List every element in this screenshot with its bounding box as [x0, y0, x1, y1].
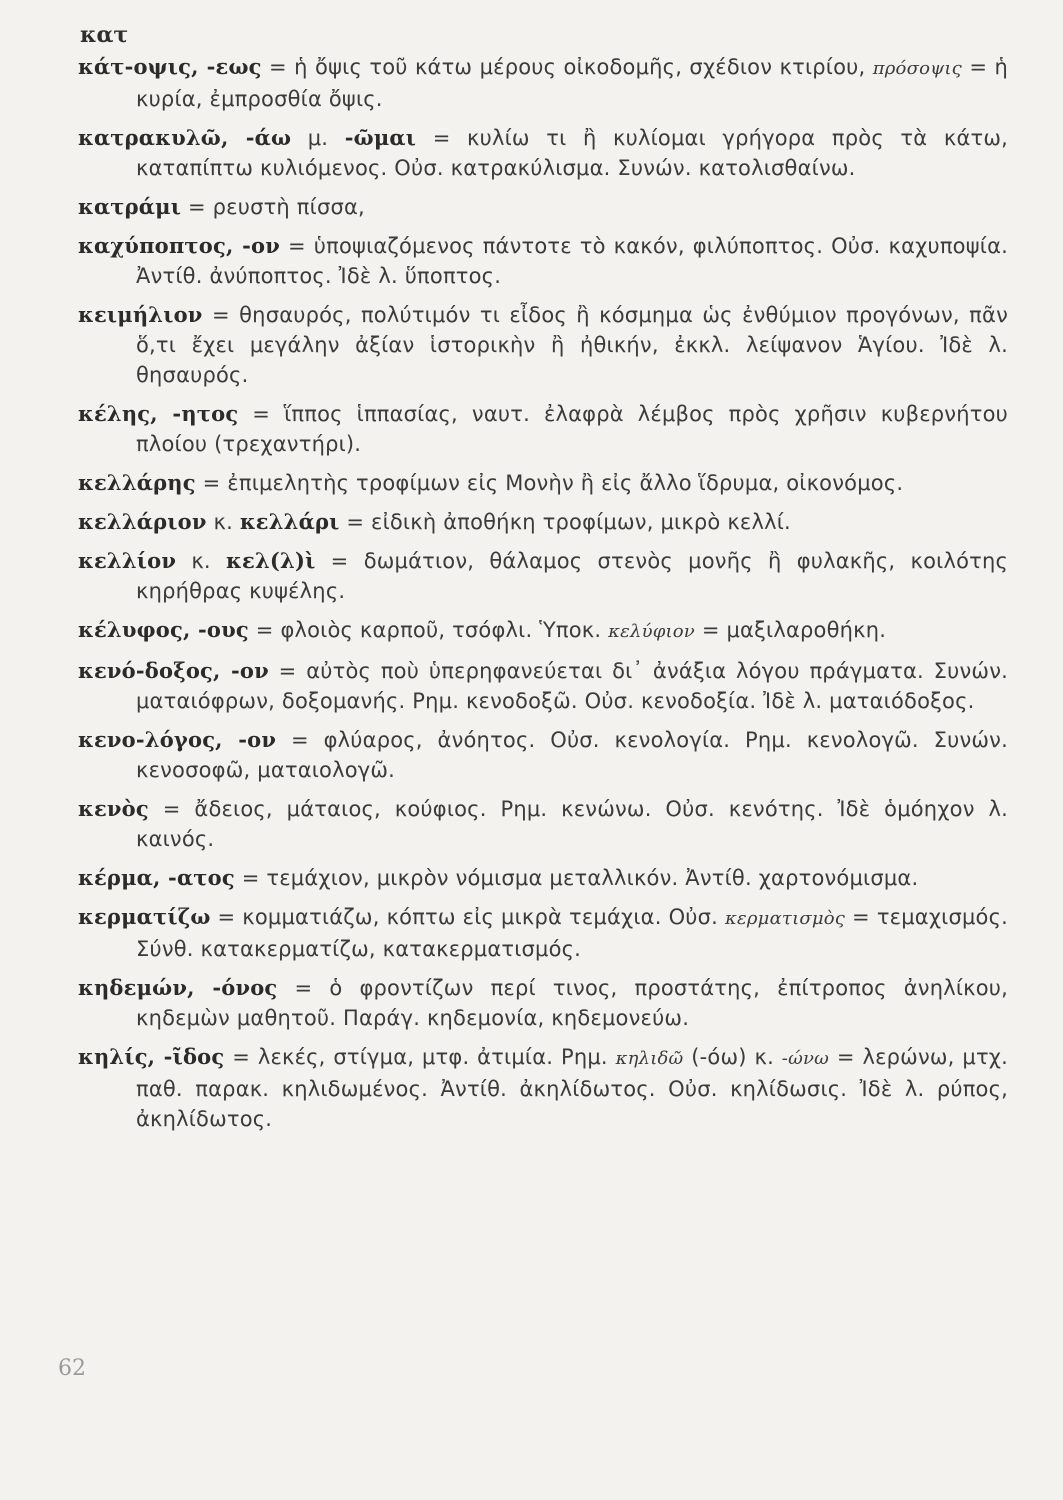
headword: κάτ-οψις, -εως — [78, 54, 262, 79]
definition: = φλύαρος, ἀνόητος. Οὐσ. κενολογία. Ρημ. κενολογῶ. Συνών. κενοσοφῶ, ματαιολογῶ. — [136, 728, 1008, 782]
definition: = λερώνω, μτχ. παθ. παρακ. κηλιδωμένος. Ἀντίθ. ἀκηλίδωτος. Οὐσ. κηλίδωσις. Ἰδὲ λ. ρύπος, ἀκηλίδωτος. — [136, 1045, 1008, 1131]
headword-variant: κελλάρι — [239, 509, 340, 534]
definition: μ. — [291, 126, 345, 150]
definition: = θησαυρός, πολύτιμόν τι εἶδος ἢ κόσμημα ὡς ἐνθύμιον προγόνων, πᾶν ὅ,τι ἔχει μεγάλην ἀξίαν ἱστορικὴν ἢ ἠθικήν, ἐκκλ. λείψανον Ἁγίου. Ἰδὲ λ. θησαυρός. — [136, 303, 1008, 387]
headword-variant: -ῶμαι — [344, 125, 417, 150]
dictionary-entry — [78, 52, 1008, 114]
dictionary-entry — [78, 794, 1008, 854]
headword: κέλυφος, -ους — [78, 617, 249, 642]
definition: = ἵππος ἱππασίας, ναυτ. ἐλαφρὰ λέμβος πρὸς χρῆσιν κυβερνήτου πλοίου (τρεχαντήρι). — [136, 402, 1008, 456]
headword: κερματίζω — [78, 904, 211, 929]
italic-term: -ώνω — [781, 1048, 829, 1069]
definition: = κομματιάζω, κόπτω εἰς μικρὰ τεμάχια. Οὐσ. — [210, 905, 726, 929]
headword: καχύποπτος, -ον — [78, 233, 280, 258]
definition: = αὐτὸς ποὺ ὑπερηφανεύεται δι᾽ ἀνάξια λόγου πράγματα. Συνών. ματαιόφρων, δοξομανής. Ρημ. κενοδοξῶ. Οὐσ. κενοδοξία. Ἰδὲ λ. ματαιόδοξος. — [136, 659, 1008, 713]
headword: κελλάρης — [78, 470, 196, 495]
definition: = ἡ ὄψις τοῦ κάτω μέρους οἰκοδομῆς, σχέδιον κτιρίου, — [261, 55, 873, 79]
dictionary-entry — [78, 656, 1008, 716]
definition: = τεμαχισμός. Σύνθ. κατακερματίζω, κατακερματισμός. — [136, 905, 1008, 961]
definition: = ἄδειος, μάταιος, κούφιος. Ρημ. κενώνω. Οὐσ. κενότης. Ἰδὲ ὁμόηχον λ. καινός. — [136, 797, 1008, 851]
running-head: κατ — [80, 22, 129, 48]
definition: = ἡ κυρία, ἐμπροσθία ὄψις. — [136, 55, 1009, 111]
dictionary-entry — [78, 1042, 1008, 1134]
definition: = ρευστὴ πίσσα, — [181, 195, 365, 219]
definition: = φλοιὸς καρποῦ, τσόφλι. Ὑποκ. — [248, 618, 609, 642]
headword: κενὸς — [78, 796, 149, 821]
dictionary-entry — [78, 231, 1008, 291]
definition: = ὁ φροντίζων περί τινος, προστάτης, ἐπίτροπος ἀνηλίκου, κηδεμὼν μαθητοῦ. Παράγ. κηδεμονία, κηδεμονεύω. — [136, 976, 1008, 1030]
definition: = μαξιλαροθήκη. — [694, 618, 887, 642]
headword: κηδεμών, -όνος — [78, 975, 278, 1000]
definition: κ. — [206, 510, 240, 534]
dictionary-entry — [78, 725, 1008, 785]
page-number: 62 — [58, 1356, 86, 1381]
definition: = τεμάχιον, μικρὸν νόμισμα μεταλλικόν. Ἀντίθ. χαρτονόμισμα. — [234, 866, 919, 890]
italic-term: πρόσοψις — [872, 58, 962, 79]
dictionary-entry — [78, 123, 1008, 183]
definition: = κυλίω τι ἢ κυλίομαι γρήγορα πρὸς τὰ κάτω, καταπίπτω κυλιόμενος. Οὐσ. κατρακύλισμα. Συνών. κατολισθαίνω. — [136, 126, 1008, 180]
headword: κατράμι — [78, 194, 182, 219]
headword: κελλάριον — [78, 509, 207, 534]
dictionary-entry — [78, 192, 1008, 222]
headword: κέρμα, -ατος — [78, 865, 235, 890]
definition: κ. — [176, 549, 227, 573]
dictionary-entry — [78, 902, 1008, 964]
definition: = ὑποψιαζόμενος πάντοτε τὸ κακόν, φιλύποπτος. Οὐσ. καχυποψία. Ἀντίθ. ἀνύποπτος. Ἰδὲ λ. ὕποπτος. — [136, 234, 1008, 288]
dictionary-entry — [78, 507, 1008, 537]
headword: κενό-δοξος, -ον — [78, 658, 269, 683]
italic-term: κερματισμὸς — [725, 908, 846, 929]
definition: = ἐπιμελητὴς τροφίμων εἰς Μονὴν ἢ εἰς ἄλλο ἵδρυμα, οἰκονόμος. — [195, 471, 904, 495]
definition: = εἰδικὴ ἀποθήκη τροφίμων, μικρὸ κελλί. — [339, 510, 791, 534]
dictionary-entry — [78, 615, 1008, 647]
dictionary-entry — [78, 546, 1008, 606]
headword: κατρακυλῶ, -άω — [78, 125, 292, 150]
headword: κειμήλιον — [78, 302, 203, 327]
italic-term: κηλιδῶ — [615, 1048, 684, 1069]
entries-list — [78, 52, 1008, 1143]
dictionary-entry — [78, 468, 1008, 498]
headword-variant: κελ(λ)ὶ — [226, 548, 316, 573]
headword: κενο-λόγος, -ον — [78, 727, 277, 752]
definition: (-όω) κ. — [683, 1045, 782, 1069]
headword: κελλίον — [78, 548, 177, 573]
headword: κηλίς, -ῖδος — [78, 1044, 225, 1069]
dictionary-entry — [78, 300, 1008, 390]
headword: κέλης, -ητος — [78, 401, 239, 426]
dictionary-entry — [78, 863, 1008, 893]
definition: = λεκές, στίγμα, μτφ. ἀτιμία. Ρημ. — [224, 1045, 616, 1069]
dictionary-entry — [78, 399, 1008, 459]
italic-term: κελύφιον — [608, 621, 695, 642]
definition: = δωμάτιον, θάλαμος στενὸς μονῆς ἢ φυλακῆς, κοιλότης κηρήθρας κυψέλης. — [136, 549, 1009, 603]
dictionary-entry — [78, 973, 1008, 1033]
